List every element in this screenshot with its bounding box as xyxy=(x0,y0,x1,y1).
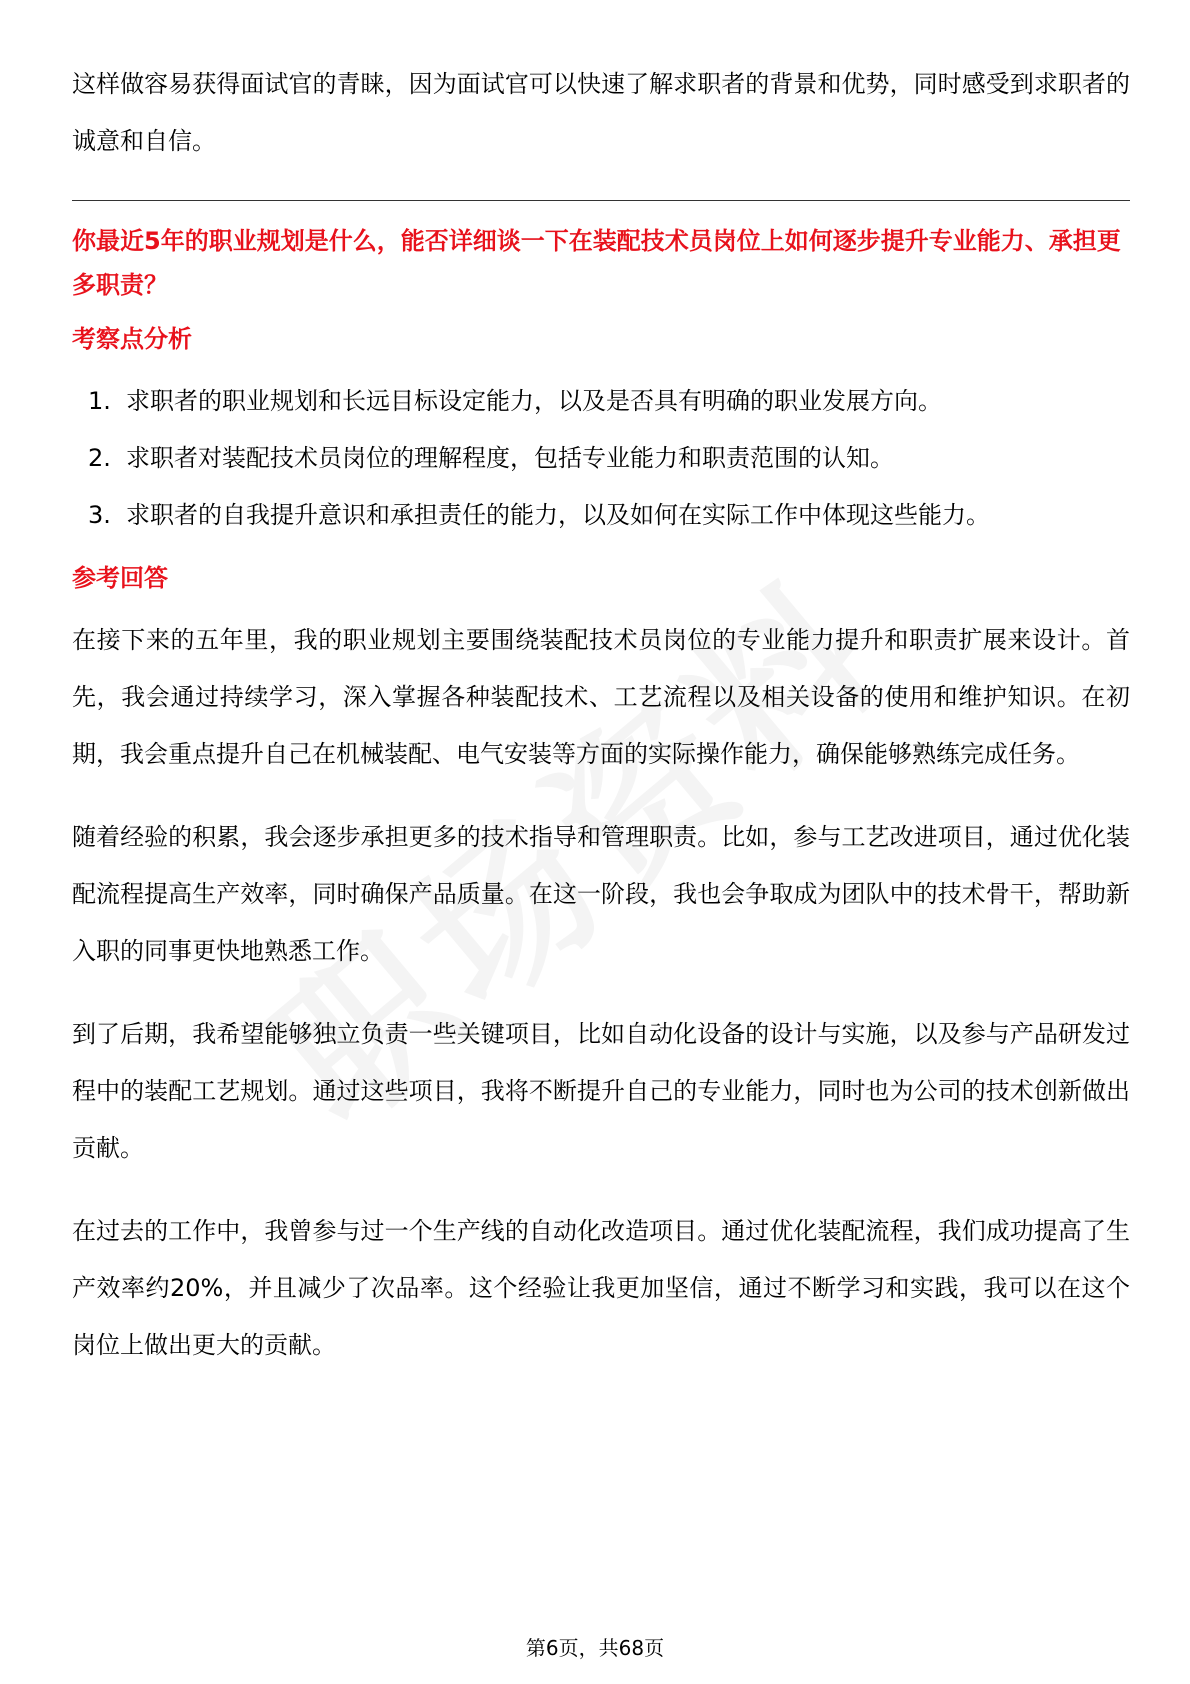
answer-paragraph: 在过去的工作中，我曾参与过一个生产线的自动化改造项目。通过优化装配流程，我们成功提高了生产效率约20%，并且减少了次品率。这个经验让我更加坚信，通过不断学习和实践，我可以在这个岗位上做出更大的贡献。 xyxy=(72,1217,1130,1359)
list-item xyxy=(72,430,1130,487)
question-heading: 你最近5年的职业规划是什么，能否详细谈一下在装配技术员岗位上如何逐步提升专业能力、承担更多职责？ xyxy=(72,227,1121,299)
answer-body xyxy=(72,612,1130,1374)
answer-paragraph: 随着经验的积累，我会逐步承担更多的技术指导和管理职责。比如，参与工艺改进项目，通过优化装配流程提高生产效率，同时确保产品质量。在这一阶段，我也会争取成为团队中的技术骨干，帮助新入职的同事更快地熟悉工作。 xyxy=(72,823,1130,965)
list-text: 求职者对装配技术员岗位的理解程度，包括专业能力和职责范围的认知。 xyxy=(126,444,894,472)
answer-title: 参考回答 xyxy=(72,564,168,592)
document-page xyxy=(72,56,1130,1400)
page-footer: 第6页，共68页 xyxy=(525,1636,665,1660)
list-text: 求职者的自我提升意识和承担责任的能力，以及如何在实际工作中体现这些能力。 xyxy=(126,501,990,529)
answer-paragraph: 在接下来的五年里，我的职业规划主要围绕装配技术员岗位的专业能力提升和职责扩展来设计。首先，我会通过持续学习，深入掌握各种装配技术、工艺流程以及相关设备的使用和维护知识。在初期，我会重点提升自己在机械装配、电气安装等方面的实际操作能力，确保能够熟练完成任务。 xyxy=(72,626,1130,768)
list-text: 求职者的职业规划和长远目标设定能力，以及是否具有明确的职业发展方向。 xyxy=(126,387,942,415)
analysis-list xyxy=(72,373,1130,544)
section-divider xyxy=(72,200,1130,201)
list-number: 3. xyxy=(88,501,111,529)
list-item xyxy=(72,487,1130,544)
intro-paragraph: 这样做容易获得面试官的青睐，因为面试官可以快速了解求职者的背景和优势，同时感受到求职者的诚意和自信。 xyxy=(72,70,1130,155)
answer-paragraph: 到了后期，我希望能够独立负责一些关键项目，比如自动化设备的设计与实施，以及参与产品研发过程中的装配工艺规划。通过这些项目，我将不断提升自己的专业能力，同时也为公司的技术创新做出贡献。 xyxy=(72,1020,1130,1162)
analysis-title: 考察点分析 xyxy=(72,325,192,353)
list-number: 2. xyxy=(88,444,111,472)
list-item xyxy=(72,373,1130,430)
list-number: 1. xyxy=(88,387,111,415)
